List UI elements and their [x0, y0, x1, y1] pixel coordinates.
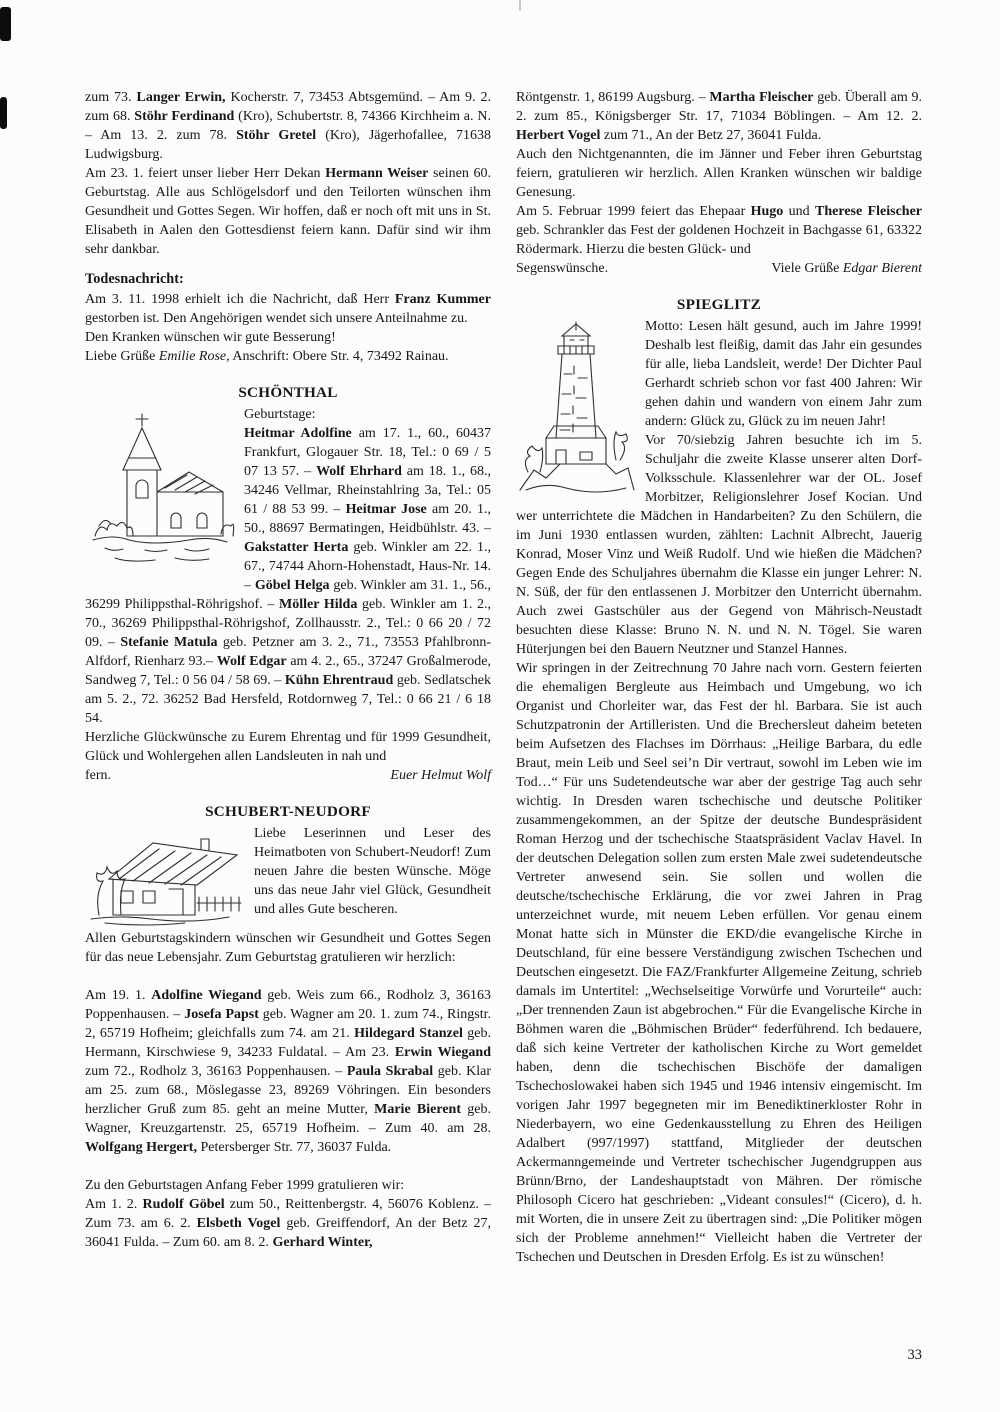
page-number: 33	[907, 1347, 922, 1363]
section-heading-schoenthal: SCHÖNTHAL	[238, 384, 338, 401]
signature-edgar-bierent	[771, 259, 922, 278]
paragraph-schubert-birthdays-feb: Am 1. 2. Rudolf Göbel zum 50., Reittenbergstr. 4, 56076 Koblenz. – Zum 73. am 6. 2. Elsbeth Vogel geb. Greiffendorf, An der Betz 27, 36041 Fulda. – Zum 60. am 8. 2. Gerhard Winter,	[85, 1197, 491, 1250]
todesnachricht-heading: Todesnachricht:	[85, 271, 184, 287]
paragraph-goldene-hochzeit: Am 5. Februar 1999 feiert das Ehepaar Hugo und Therese Fleischer geb. Schrankler das Fest der goldenen Hochzeit in Bachgasse 61, 63322 Rödermark. Hierzu die besten Glück- und	[516, 204, 923, 257]
paragraph-schubert-wishes: Allen Geburtstagskindern wünschen wir Gesundheit und Gottes Segen für das neue Lebensjahr. Zum Geburtstag gratulieren wir herzlich:	[85, 931, 491, 965]
section-heading-schubert-neudorf: SCHUBERT-NEUDORF	[205, 803, 371, 820]
two-column-layout	[85, 88, 923, 1267]
farmhouse-drawing-icon	[85, 827, 245, 927]
paragraph-gruss-rose: Liebe Grüße Emilie Rose, Anschrift: Obere Str. 4, 73492 Rainau.	[85, 349, 449, 364]
paragraph-feber-intro: Zu den Geburtstagen Anfang Feber 1999 gratulieren wir:	[85, 1178, 405, 1193]
scan-artifact	[0, 97, 7, 129]
geburtstage-label: Geburtstage:	[244, 407, 316, 422]
signature-name: Edgar Bierent	[842, 261, 922, 276]
schoenthal-section	[85, 405, 491, 785]
lookout-tower-illustration	[516, 320, 636, 498]
tower-drawing-icon	[516, 320, 636, 498]
scan-artifact	[0, 7, 11, 41]
signature-line	[516, 259, 922, 278]
right-column	[516, 88, 922, 1267]
signature-prefix: Viele Grüße	[771, 261, 843, 276]
paragraph-kranken: Den Kranken wünschen wir gute Besserung!	[85, 330, 336, 345]
paragraph-continuation: zum 73. Langer Erwin, Kocherstr. 7, 73453 Abtsgemünd. – Am 9. 2. zum 68. Stöhr Ferdinand (Kro), Schubertstr. 8, 74366 Kirchheim a. N. – Am 13. 2. zum 78. Stöhr Gretel (Kro), Jägerhofallee, 71638 Ludwigsburg.	[85, 90, 491, 162]
paragraph-dekan-weiser: Am 23. 1. feiert unser lieber Herr Dekan Hermann Weiser seinen 60. Geburtstag. Alle aus Schlögelsdorf und den Teilorten wünschen ihm Gesundheit und Gottes Segen. Wir hoffen, daß er noch oft mit uns in St. Elisabeth in Aalen den Gottesdienst feiern kann. Dafür sind wir ihm sehr dankbar.	[85, 166, 491, 257]
farmhouse-illustration	[85, 827, 245, 927]
scan-artifact	[519, 0, 521, 11]
paragraph-spieglitz-school: Vor 70/siebzig Jahren besuchte ich im 5. Schuljahr die zweite Klasse unserer alten Dorf-Volksschule. Klassenlehrer war der OL. Josef Morbitzer, Religionslehrer Josef Kocian. Und wer unterrichtete die Mädchen in Handarbeiten? Zu den Schülern, die im Juni 1930 entlassen wurden, zählten: Lachnit Albrecht, Jauerig Konrad, Moser Vinz und Weiß Rudolf. Und wie hießen die Mädchen? Gegen Ende des Schuljahres übernahm die Klasse ein junger Lehrer: N. N. Süß, der für den entlassenen J. Morbitzer den Unterricht übernahm. Auch zwei Gastschüler aus der Gegend von Mährisch-Neustadt besuchten diese Klasse: Bruno N. N. und N. N. Tögel. Sie waren Hüterjungen bei den Bauern Neutzner und Stanzel Hannes.	[516, 433, 922, 657]
signature-helmut-wolf: Euer Helmut Wolf	[390, 768, 491, 783]
paragraph-schoenthal-birthdays: Heitmar Adolfine am 17. 1., 60., 60437 Frankfurt, Glogauer Str. 18, Tel.: 0 69 / 5 07 13 57. – Wolf Ehrhard am 18. 1., 68., 34246 Vellmar, Rheinstahlring 3a, Tel.: 05 61 / 88 53 99. – Heitmar Jose am 20. 1., 50., 88697 Bermatingen, Heidbühlstr. 43. – Gakstatter Herta geb. Winkler am 22. 1., 67., 74744 Ahorn-Hohenstadt, Haus-Nr. 14. – Göbel Helga geb. Winkler am 31. 1., 56., 36299 Philippsthal-Röhrigshof. – Möller Hilda geb. Winkler am 1. 2., 70., 36269 Philippsthal-Röhrigshof, Zollhausstr. 2., Tel.: 0 66 20 / 72 09. – Stefanie Matula geb. Petzner am 3. 2., 71., 73553 Pfahlbronn-Alfdorf, Rienharz 93.– Wolf Edgar am 4. 2., 65., 37247 Großalmerode, Sandweg 7, Tel.: 0 56 04 / 58 69. – Kühn Ehrentraud geb. Sedlatschek am 5. 2., 72. 36252 Bad Hersfeld, Rotdornweg 7, Tel.: 0 66 21 / 6 18 54.	[85, 426, 492, 726]
paragraph-schoenthal-closing: Herzliche Glückwünsche zu Eurem Ehrentag und für 1999 Gesundheit, Glück und Wohlergehen allen Landsleuten in nah und	[85, 730, 491, 764]
left-column	[85, 88, 491, 1252]
church-drawing-icon	[85, 408, 235, 576]
paragraph-spieglitz-main: Wir springen in der Zeitrechnung 70 Jahre nach vorn. Gestern feierten die ehemaligen Bergleute aus Heimbach und Umgebung, wo ich Organist und Chorleiter war, das Fest der hl. Barbara. Sie ist auch Schutzpatronin der Artilleristen. Und die Brechersleut daheim beteten beim Aufsetzen des Flachses im Dörrhaus: „Heilige Barbara, du edle Braut, mein Leib und Seel sei’n Dir vertraut, sowohl im Leben wie im Tod…“ Für uns Sudetendeutsche war aber der gestrige Tag auch sehr wichtig. In Dresden waren tschechische und deutsche Politiker zusammengekommen, an der Spitze der deutsche Bundespräsident Roman Herzog und der tschechische Staatspräsident Vaclav Havel. In der deutschen Delegation sollen zum ersten Male zwei sudetendeutsche Vertreter anwesend sein. Sie sollen und wollen die deutsche/tschechische Erklärung, die vor zwei Jahren in Prag unterzeichnet wurde, mit neuem Leben erfüllen. Vor genau einem Monat hatte sich in Münster die EKD/die evangelische Kirche in Deutschland, für eine bessere Verständigung zwischen Tschechen und Deutschen eingesetzt. Die FAZ/Frankfurter Allgemeine Zeitung, schrieb damals im Untertitel: „Wechselseitige Vorwürfe und Vorurteile“ auch: „Der trennenden Zaun ist abgebrochen.“ Für die Evangelische Kirche in Böhmen waren die „Böhmischen Brüder“ federführend. Ich bedauere, daß sich keine Vertreter der katholischen Kirche zu Wort gemeldet haben, denn die tschechischen Bischöfe der damaligen Tschechoslowakei haben sich 1945 und 1946 intensiv eingemischt. Im vorigen Jahr 1997 begegneten mir im Benediktinerkloster Rohr in Niederbayern, wo eine Gedenkausstellung zu Ehren des Heiligen Adalbert (997/1997) stattfand, Mitglieder der deutschen Ackermanngemeinde und Vertreter tschechischer Jugendgruppen aus Brünn/Brno, der Landeshauptstadt von Mähren. Der römische Philosoph Cicero hat geschrieben: „Videant consules!“ (Cicero), d. h. mit Worten, die in unsere Zeit zu übertragen sind: „Die Politiker mögen sich der Probleme annehmen!“ Vielleicht haben die Vertreter der Tschechen und Deutschen in Dresden Erfolg. Es ist zu wünschen!	[516, 661, 922, 1265]
paragraph-nichtgenannte: Auch den Nichtgenannten, die im Jänner und Feber ihren Geburtstag feiern, gratulieren wir herzlich. Allen Kranken wünschen wir baldige Genesung.	[516, 147, 922, 200]
paragraph-schubert-intro: Liebe Leserinnen und Leser des Heimatboten von Schubert-Neudorf! Zum neuen Jahre die besten Wünsche. Möge uns das neue Jahr viel Glück, Gesundheit und alles Gute bescheren.	[254, 826, 491, 917]
paragraph-todesnachricht: Am 3. 11. 1998 erhielt ich die Nachricht, daß Herr Franz Kummer gestorben ist. Den Angehörigen wendet sich unsere Anteilnahme zu.	[85, 292, 491, 326]
section-heading-spieglitz: SPIEGLITZ	[676, 296, 762, 313]
closing-word: Segenswünsche.	[516, 261, 609, 276]
schubert-neudorf-section	[85, 824, 491, 929]
paragraph-schubert-birthdays-jan: Am 19. 1. Adolfine Wiegand geb. Weis zum 66., Rodholz 3, 36163 Poppenhausen. – Josefa Papst geb. Wagner am 20. 1. zum 74., Ringstr. 2, 65719 Hofheim; gleichfalls zum 74. am 21. Hildegard Stanzel geb. Hermann, Kirschwiese 9, 34233 Fuldatal. – Am 23. Erwin Wiegand zum 72., Rodholz 3, 36163 Poppenhausen. – Paula Skrabal geb. Klar am 25. zum 68., Möslegasse 23, 89269 Vöhringen. Ein besonders herzlicher Gruß zum 85. geht an meine Mutter, Marie Bierent geb. Wagner, Kreuzgartenstr. 25, 65719 Hofheim. – Zum 40. am 28. Wolfgang Hergert, Petersberger Str. 77, 36037 Fulda.	[85, 988, 492, 1155]
closing-word: fern.	[85, 768, 112, 783]
church-illustration	[85, 408, 235, 576]
spieglitz-section	[516, 317, 922, 659]
paragraph-continuation-right: Röntgenstr. 1, 86199 Augsburg. – Martha Fleischer geb. Überall am 9. 2. zum 85., Königsberger Str. 17, 71034 Böblingen. – Am 12. 2. Herbert Vogel zum 71., An der Betz 27, 36041 Fulda.	[516, 90, 923, 143]
paragraph-spieglitz-motto: Motto: Lesen hält gesund, auch im Jahre 1999! Deshalb lest fleißig, damit das Jahr ein gesundes für alle, lieba Landsleit, werde! Der Dichter Paul Gerhardt schrieb schon vor fast 400 Jahren: Wir gehen dahin und wandern von einem Jahr zum andern: Glück zu, Glück zu im neuen Jahr!	[645, 319, 922, 429]
signature-line	[85, 766, 491, 785]
